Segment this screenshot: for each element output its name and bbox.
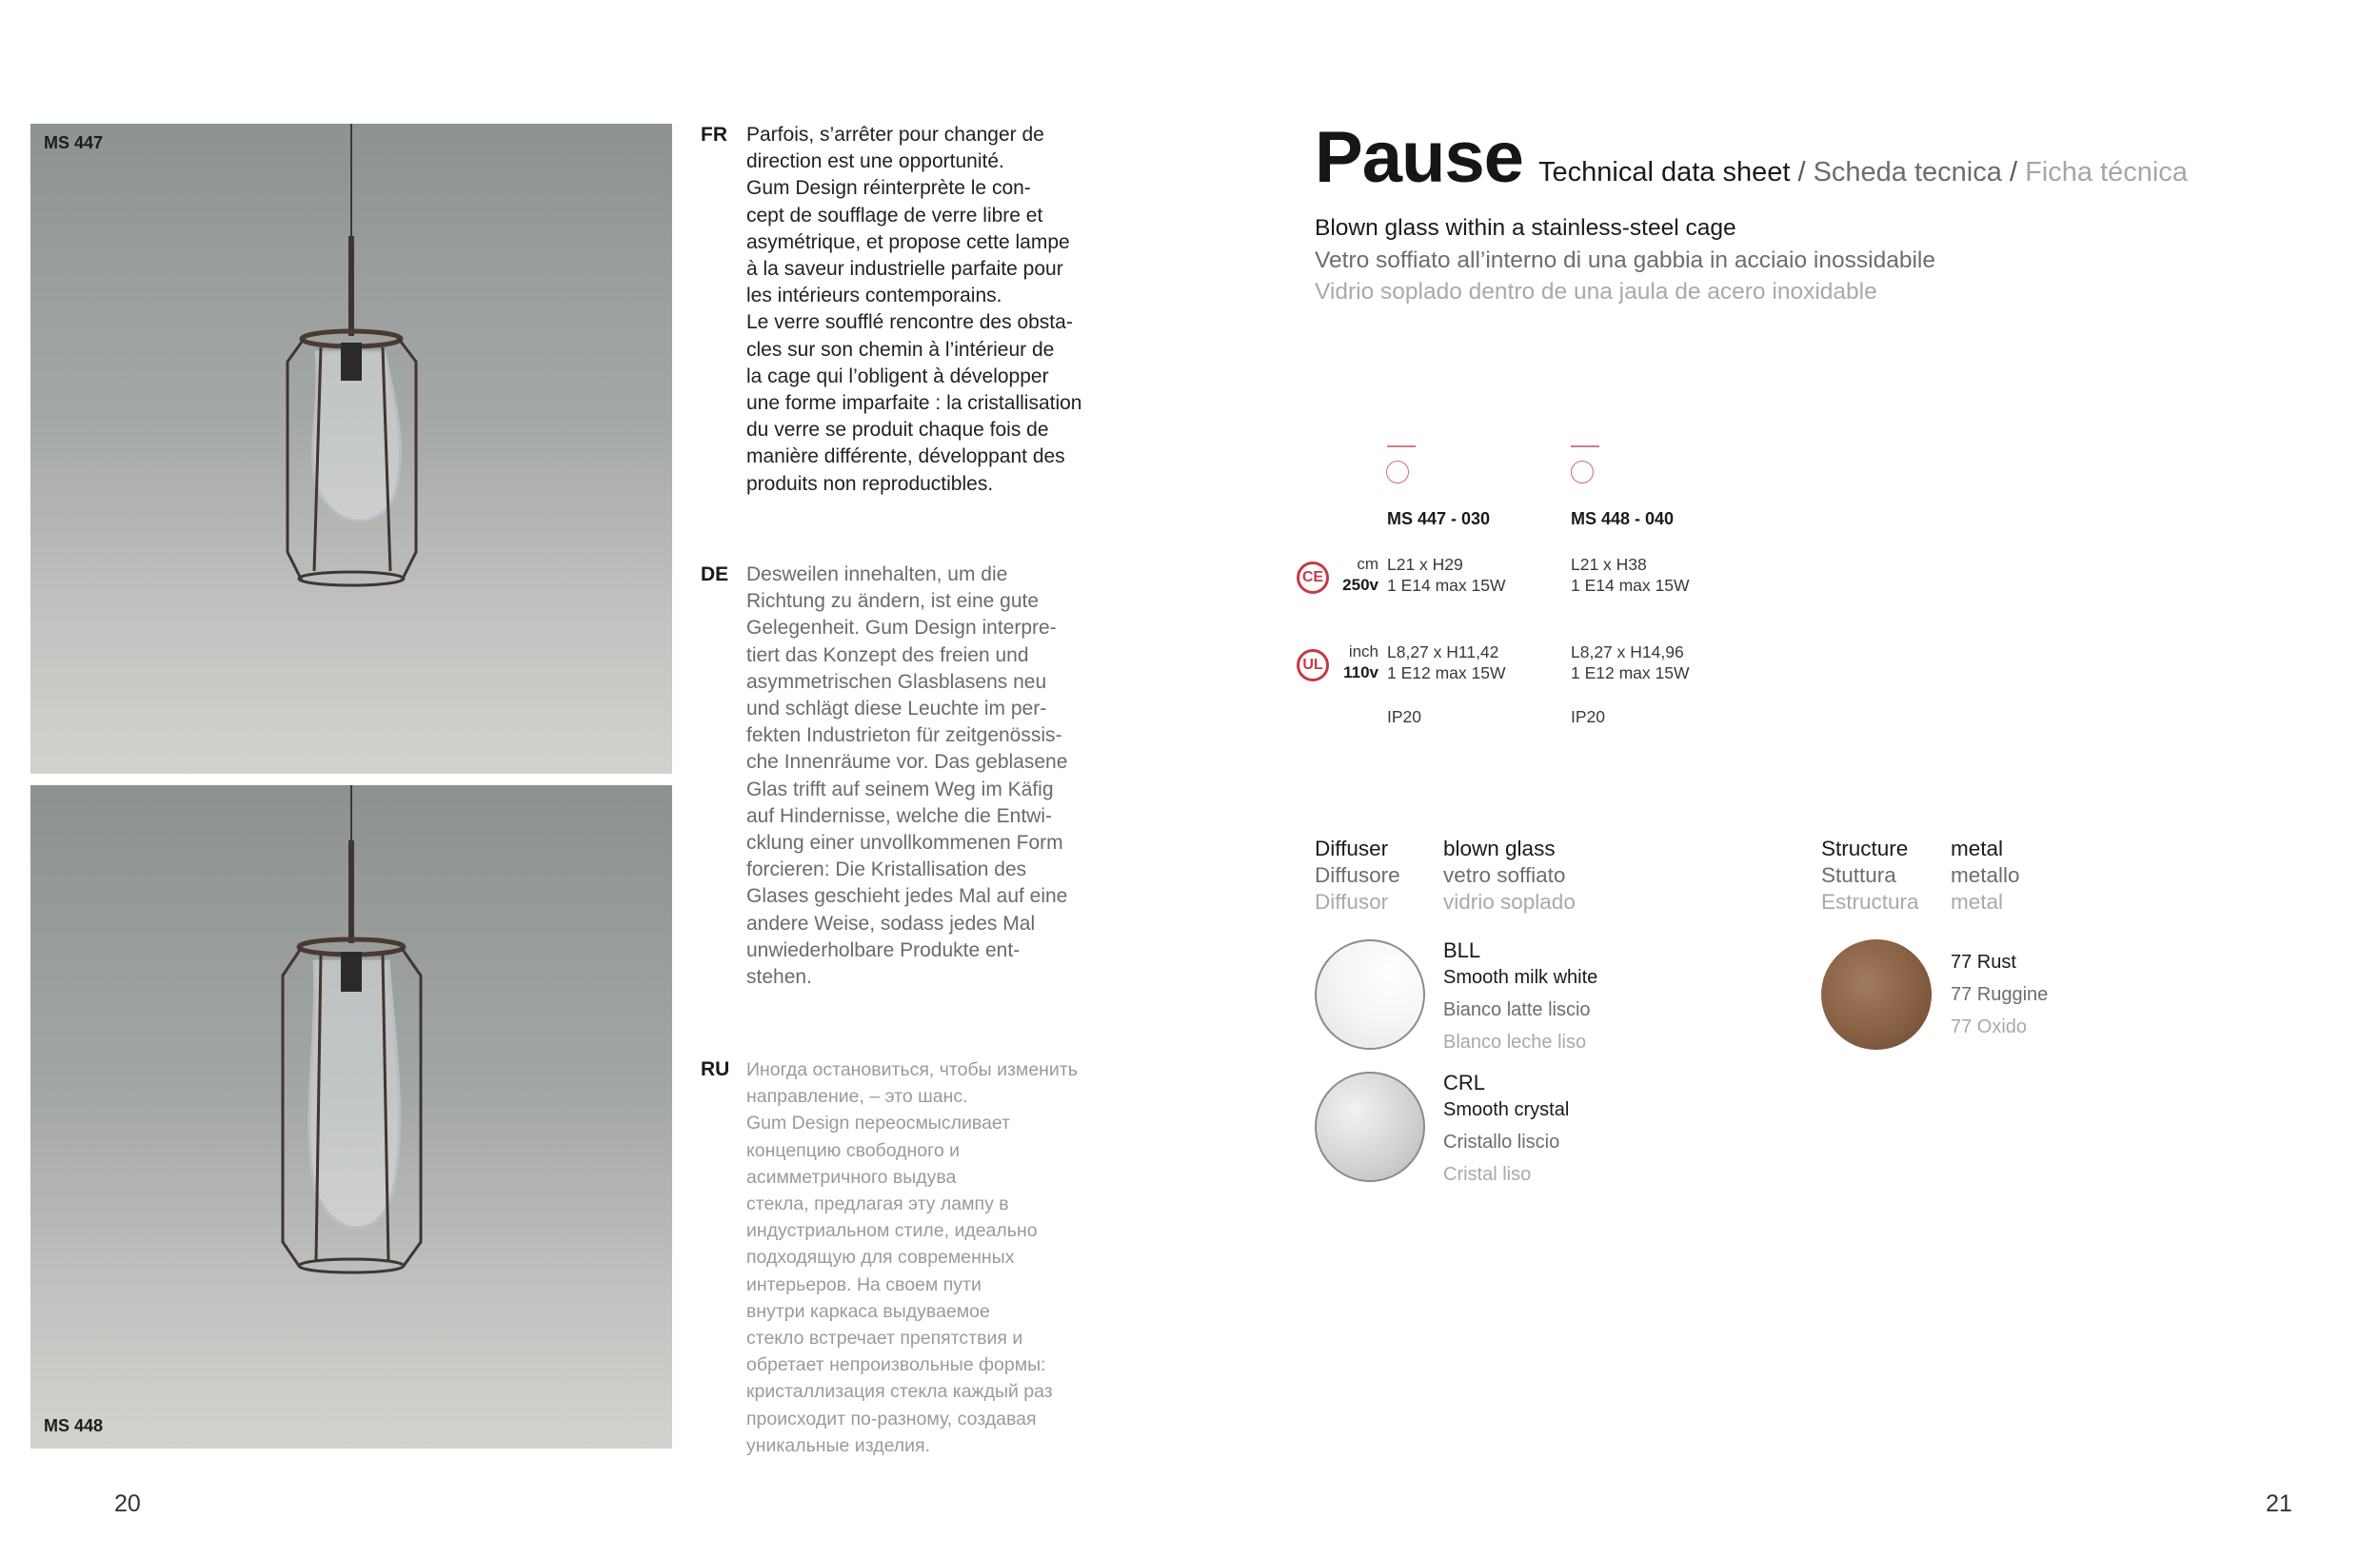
bulb-eu-2: 1 E14 max 15W	[1571, 576, 1690, 595]
diffuser-value-it: vetro soffiato	[1443, 863, 1566, 887]
model-code-1: MS 447 - 030	[1387, 509, 1491, 528]
diffuser-value-es: vidrio soplado	[1443, 890, 1576, 914]
text-line: forcieren: Die Kristallisation des	[746, 858, 1027, 881]
finish-rust-en: 77 Rust	[1951, 952, 2016, 973]
text-line: manière différente, développant des	[746, 445, 1065, 468]
structure-value-en: metal	[1951, 837, 2004, 860]
diffuser-label-en: Diffuser	[1315, 837, 1389, 860]
dim-cm-2: L21 x H38	[1571, 555, 1647, 574]
circle-icon	[1386, 461, 1409, 483]
swatch-crystal	[1315, 1072, 1425, 1182]
text-line: direction est une opportunité.	[746, 150, 1004, 173]
text-line: Gum Design réinterprète le con-	[746, 177, 1031, 200]
page-number-left: 20	[114, 1490, 141, 1517]
text-line: und schlägt diese Leuchte im per-	[746, 698, 1047, 720]
text-fr	[746, 122, 1099, 498]
text-line: подходящую для современных	[746, 1247, 1015, 1269]
text-line: asymmetrischen Glasblasens neu	[746, 670, 1047, 693]
text-line: стекло встречает препятствия и	[746, 1328, 1023, 1350]
text-line: asymétrique, et propose cette lampe	[746, 230, 1070, 253]
text-line: Desweilen innehalten, um die	[746, 563, 1008, 585]
ip-rating-2: IP20	[1571, 707, 1605, 726]
text-line: à la saveur industrielle parfaite pour	[746, 258, 1063, 281]
text-line: che Innenräume vor. Das geblasene	[746, 751, 1068, 774]
ce-mark-icon: CE	[1297, 562, 1329, 594]
text-line: Gum Design переосмысливает	[746, 1113, 1011, 1134]
text-ru	[746, 1056, 1099, 1459]
text-line: Parfois, s’arrêter pour changer de	[746, 124, 1044, 146]
bulb-us-2: 1 E12 max 15W	[1571, 663, 1690, 682]
text-line: внутри каркаса выдуваемое	[746, 1300, 990, 1322]
voltage-110: 110v	[1343, 663, 1378, 681]
dim-cm-1: L21 x H29	[1387, 555, 1463, 574]
text-line: уникальные изделия.	[746, 1434, 931, 1456]
product-photo-ms447	[30, 124, 672, 774]
text-line: produits non reproductibles.	[746, 472, 994, 495]
text-line: кристаллизация стекла каждый раз	[746, 1381, 1053, 1403]
text-line: Gelegenheit. Gum Design interpre-	[746, 617, 1057, 640]
text-line: du verre se produit chaque fois de	[746, 419, 1049, 442]
finish-rust-it: 77 Ruggine	[1951, 984, 2049, 1005]
product-photo-ms448	[30, 785, 672, 1449]
photo-label-top: MS 447	[44, 133, 104, 152]
photo-label-bottom: MS 448	[44, 1416, 104, 1435]
finish-bll-en: Smooth milk white	[1443, 967, 1598, 988]
text-line: Glases geschieht jedes Mal auf eine	[746, 885, 1068, 908]
description-en: Blown glass within a stainless-steel cage	[1315, 215, 1736, 241]
diffuser-label-it: Diffusore	[1315, 863, 1400, 887]
text-line: Glas trifft auf seinem Weg im Käfig	[746, 778, 1054, 800]
text-line: Иногда остановиться, чтобы изменить	[746, 1059, 1078, 1080]
swatch-rust	[1821, 939, 1932, 1050]
voltage-250: 250v	[1342, 576, 1378, 594]
text-line: интерьеров. На своем пути	[746, 1273, 982, 1295]
circle-icon	[1571, 461, 1594, 483]
description-it: Vetro soffiato all’interno di una gabbia in acciaio inossidabile	[1315, 247, 1935, 273]
pendant-lamp-illustration	[30, 124, 672, 774]
text-line: концепцию свободного и	[746, 1139, 960, 1161]
model-code-2: MS 448 - 040	[1571, 509, 1675, 528]
text-line: cles sur son chemin à l’intérieur de	[746, 338, 1055, 361]
ip-rating-1: IP20	[1387, 707, 1421, 726]
lang-code-fr: FR	[701, 124, 727, 146]
bulb-eu-1: 1 E14 max 15W	[1387, 576, 1506, 595]
structure-label-en: Structure	[1821, 837, 1909, 860]
lang-code-de: DE	[701, 563, 729, 585]
text-line: une forme imparfaite : la cristallisation	[746, 392, 1082, 415]
swatch-milk-white	[1315, 939, 1425, 1050]
text-line: andere Weise, sodass jedes Mal	[746, 912, 1036, 935]
structure-value-it: metallo	[1951, 863, 2020, 887]
model-marker	[1571, 445, 1599, 447]
subtitle-es: Ficha técnica	[2025, 157, 2188, 187]
text-line: cklung einer unvollkommenen Form	[746, 832, 1063, 855]
text-line: обретает непроизвольные формы:	[746, 1354, 1046, 1376]
finish-bll-it: Bianco latte liscio	[1443, 999, 1591, 1020]
structure-value-es: metal	[1951, 890, 2004, 914]
finish-rust-es: 77 Oxido	[1951, 1016, 2028, 1037]
description-es: Vidrio soplado dentro de una jaula de acero inoxidable	[1315, 279, 1877, 305]
structure-label-it: Stuttura	[1821, 863, 1896, 887]
finish-code-bll: BLL	[1443, 938, 1481, 962]
unit-cm: cm	[1357, 555, 1378, 573]
text-line: происходит по-разному, создавая	[746, 1408, 1037, 1430]
text-line: stehen.	[746, 966, 812, 989]
subtitle-sep: /	[1790, 157, 1814, 187]
subtitle-sep: /	[2001, 157, 2026, 187]
text-line: направление, – это шанс.	[746, 1086, 968, 1108]
subtitle-en: Technical data sheet	[1538, 157, 1791, 187]
finish-crl-it: Cristallo liscio	[1443, 1132, 1560, 1153]
diffuser-label-es: Diffusor	[1315, 890, 1389, 914]
text-line: стекла, предлагая эту лампу в	[746, 1193, 1009, 1215]
finish-bll-es: Blanco leche liso	[1443, 1032, 1587, 1053]
diffuser-value-en: blown glass	[1443, 837, 1556, 860]
text-line: Le verre soufflé rencontre des obsta-	[746, 311, 1073, 334]
product-title: Pause	[1315, 117, 1523, 198]
text-line: fekten Industrieton für zeitgenössis-	[746, 724, 1062, 747]
text-line: tiert das Konzept des freien und	[746, 643, 1029, 666]
model-marker	[1387, 445, 1416, 447]
finish-code-crl: CRL	[1443, 1071, 1486, 1095]
subtitle-it: Scheda tecnica	[1813, 157, 2002, 187]
dim-inch-1: L8,27 x H11,42	[1387, 642, 1499, 661]
text-line: auf Hindernisse, welche die Entwi-	[746, 804, 1052, 827]
finish-crl-es: Cristal liso	[1443, 1164, 1532, 1185]
text-line: индустриальном стиле, идеально	[746, 1220, 1038, 1242]
text-line: cept de soufflage de verre libre et	[746, 204, 1043, 227]
text-line: unwiederholbare Produkte ent-	[746, 938, 1021, 961]
subtitle	[1538, 157, 2188, 188]
lang-code-ru: RU	[701, 1058, 730, 1080]
text-de	[746, 562, 1099, 991]
text-line: les intérieurs contemporains.	[746, 285, 1002, 307]
unit-inch: inch	[1348, 642, 1378, 661]
text-line: асимметричного выдува	[746, 1166, 957, 1188]
text-line: Richtung zu ändern, ist eine gute	[746, 590, 1040, 613]
structure-label-es: Estructura	[1821, 890, 1919, 914]
bulb-us-1: 1 E12 max 15W	[1387, 663, 1506, 682]
page-number-right: 21	[2266, 1490, 2292, 1517]
text-line: la cage qui l’obligent à développer	[746, 365, 1049, 387]
finish-crl-en: Smooth crystal	[1443, 1099, 1570, 1120]
ul-mark-icon: UL	[1297, 649, 1329, 681]
dim-inch-2: L8,27 x H14,96	[1571, 642, 1684, 661]
pendant-lamp-illustration	[30, 785, 672, 1449]
